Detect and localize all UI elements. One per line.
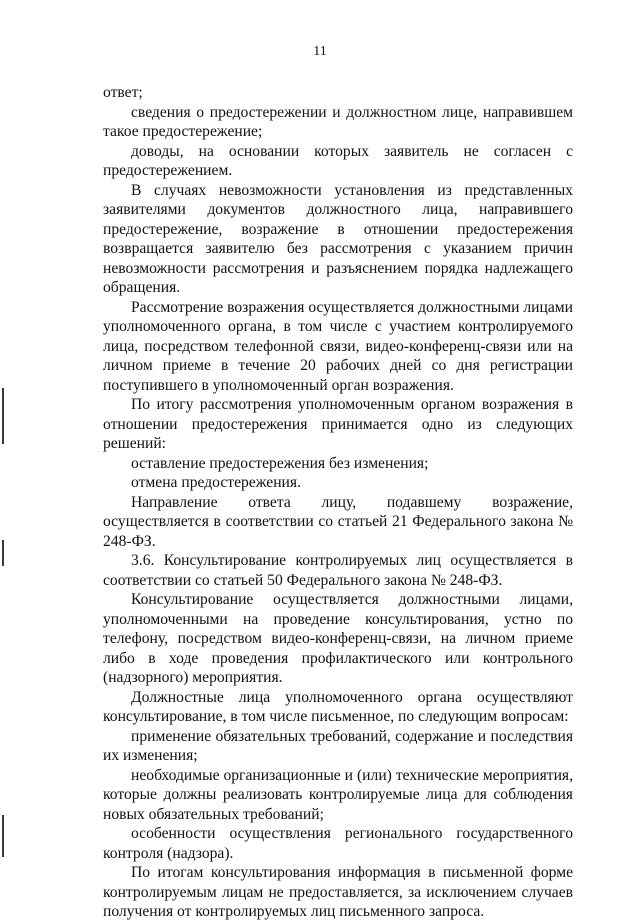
scan-edge-mark <box>2 388 4 444</box>
paragraph: В случаях невозможности установления из представленных заявителями документов должностного лица, направившего предостережение, возражение в отношении предостережения возвращается заявителю без рассмотрения с указанием причин невозможности рассмотрения и разъяснением порядка надлежащего обращения. <box>103 181 573 296</box>
paragraph: отмена предостережения. <box>131 474 301 491</box>
document-body <box>103 83 573 922</box>
paragraph: оставление предостережения без изменения; <box>131 454 429 472</box>
paragraph: 3.6. Консультирование контролируемых лиц осуществляется в соответствии со статьей 50 Федерального закона № 248-ФЗ. <box>103 552 573 589</box>
paragraph: сведения о предостережении и должностном лице, направившем такое предостережение; <box>103 103 573 140</box>
paragraph: Консультирование осуществляется должностными лицами, уполномоченными на проведение консультирования, устно по телефону, посредством видео-конференц-связи, на личном приеме либо в ходе проведения профилактического или контрольного (надзорного) мероприятия. <box>103 591 573 686</box>
paragraph: необходимые организационные и (или) технические мероприятия, которые должны реализовать контролируемые лица для соблюдения новых обязательных требований; <box>103 766 573 823</box>
paragraph: применение обязательных требований, содержание и последствия их изменения; <box>103 727 573 764</box>
paragraph: ответ; <box>103 84 143 101</box>
paragraph: Направление ответа лицу, подавшему возражение, осуществляется в соответствии со статьей 21 Федерального закона № 248-ФЗ. <box>103 493 573 550</box>
paragraph: По итогу рассмотрения уполномоченным органом возражения в отношении предостережения принимается одно из следующих решений: <box>103 396 573 452</box>
page-number: 11 <box>313 44 327 59</box>
paragraph: По итогам консультирования информация в письменной форме контролируемым лицам не предоставляется, за исключением случаев получения от контролируемых лиц письменного запроса. <box>103 864 573 920</box>
paragraph: особенности осуществления регионального государственного контроля (надзора). <box>103 825 573 862</box>
paragraph: Должностные лица уполномоченного органа осуществляют консультирование, в том числе письменное, по следующим вопросам: <box>103 688 573 725</box>
paragraph: Рассмотрение возражения осуществляется должностными лицами уполномоченного органа, в том числе с участием контролируемого лица, посредством телефонной связи, видео-конференц-связи или на личном приеме в течение 20 рабочих дней со дня регистрации поступившего в уполномоченный орган возражения. <box>103 298 573 394</box>
scan-edge-mark <box>2 540 4 566</box>
paragraph: доводы, на основании которых заявитель не согласен с предостережением. <box>103 142 573 179</box>
scan-edge-mark <box>2 815 4 857</box>
